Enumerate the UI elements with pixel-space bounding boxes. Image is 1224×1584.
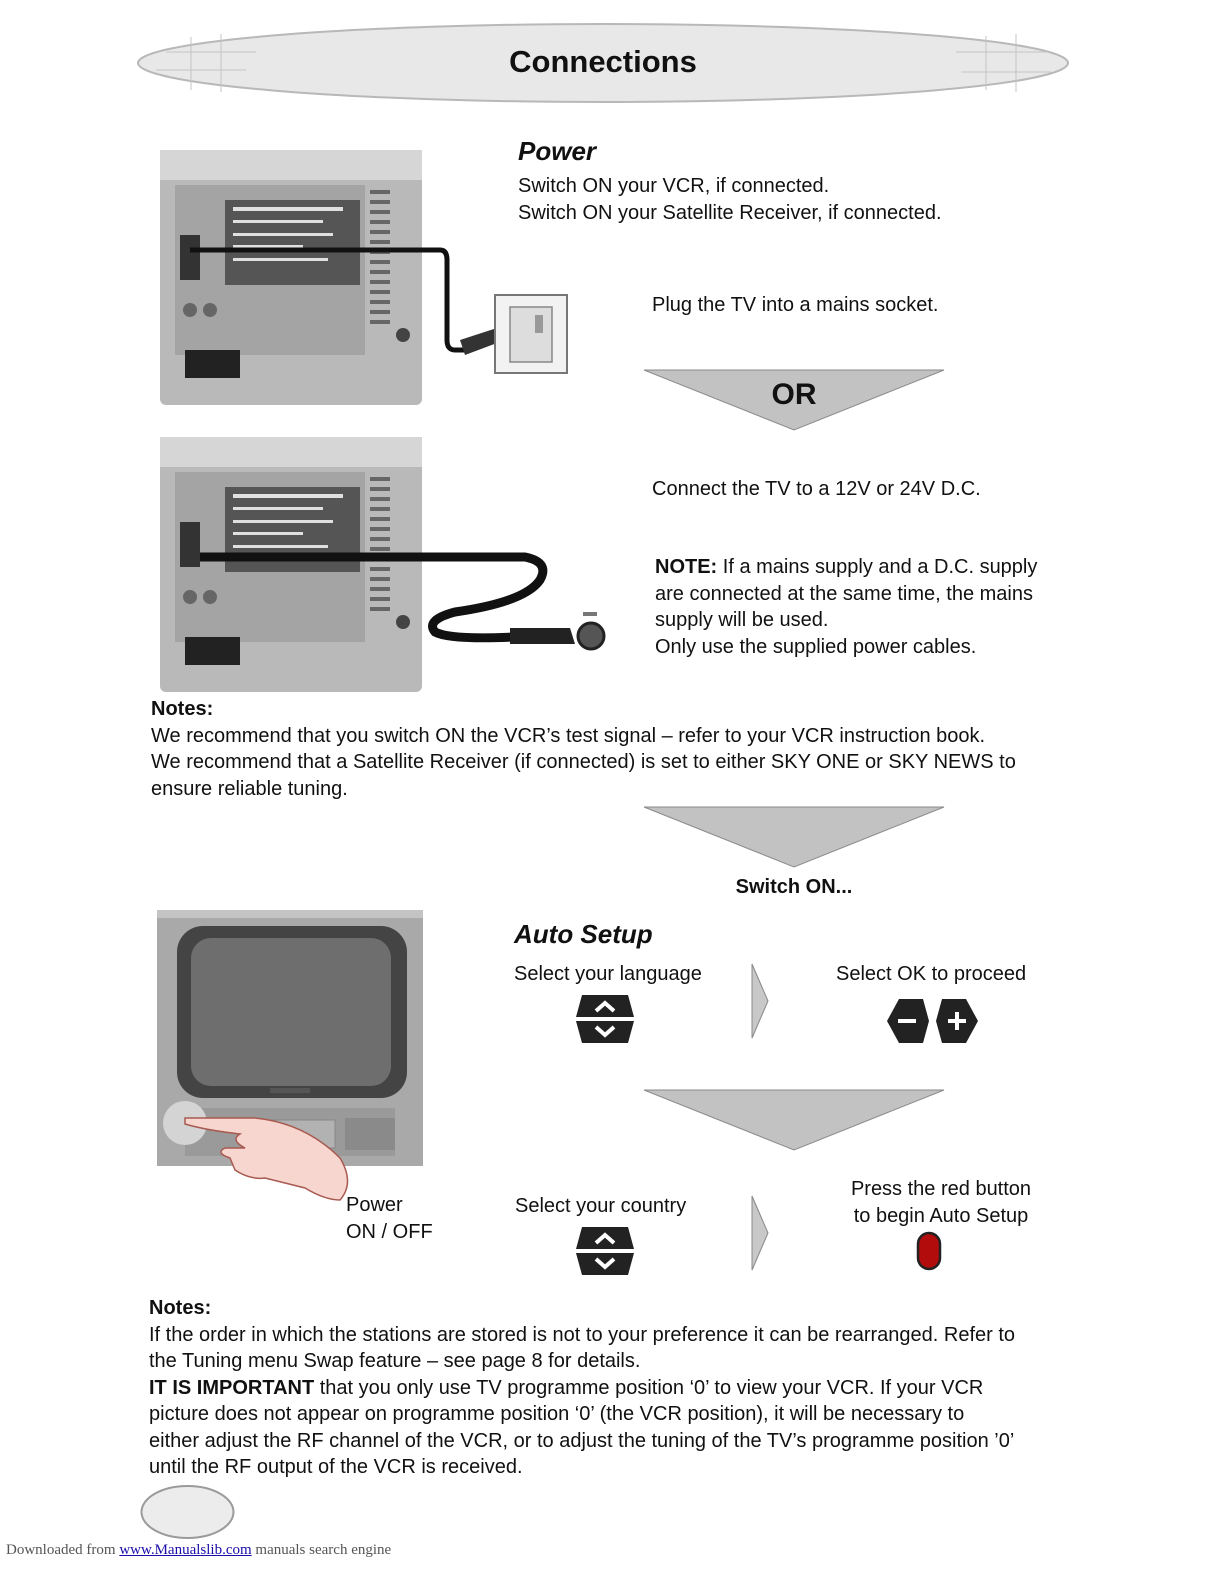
step-arrow: [750, 962, 770, 1040]
red-button-icon: [916, 1231, 942, 1271]
auto-setup-heading: Auto Setup: [514, 919, 653, 949]
down-arrow: [643, 1089, 945, 1151]
switch-on-label: Switch ON...: [735, 876, 853, 898]
power-line: Switch ON your Satellite Receiver, if connected.: [518, 202, 942, 224]
notes-line: that you only use TV programme position ‘0’ to view your VCR. If your VCR: [314, 1376, 984, 1399]
power-heading: Power: [518, 136, 597, 166]
dc-instruction: Connect the TV to a 12V or 24V D.C.: [652, 478, 981, 500]
select-country-label: Select your country: [515, 1195, 687, 1217]
press-red-line: to begin Auto Setup: [853, 1204, 1029, 1227]
press-red-label: [826, 1176, 1056, 1229]
power-label-line: ON / OFF: [346, 1220, 433, 1243]
note-block: [655, 554, 1075, 660]
notes-line: either adjust the RF channel of the VCR, or to adjust the tuning of the TV’s programme position ’0’: [149, 1429, 1015, 1452]
select-ok-label: Select OK to proceed: [836, 963, 1027, 985]
notes-block-1: [151, 696, 1081, 802]
select-language-label: Select your language: [514, 963, 702, 985]
tv-back-mains-image: [155, 145, 575, 407]
note-line: Only use the supplied power cables.: [655, 635, 977, 658]
plus-icon: [936, 999, 978, 1043]
power-label-line: Power: [346, 1194, 403, 1216]
plug-instruction: Plug the TV into a mains socket.: [652, 294, 939, 316]
power-line: Switch ON your VCR, if connected.: [518, 175, 830, 197]
press-red-line: Press the red button: [850, 1178, 1032, 1200]
note-line: If a mains supply and a D.C. supply: [717, 556, 1038, 578]
up-down-arrows-icon: [574, 1225, 636, 1277]
footer-prefix: Downloaded from: [6, 1542, 120, 1558]
notes-line: We recommend that you switch ON the VCR’s test signal – refer to your VCR instruction book.: [151, 724, 986, 747]
notes-line: We recommend that a Satellite Receiver (if connected) is set to either SKY ONE or SKY NEWS to: [151, 751, 1016, 773]
tv-front-image: [155, 908, 430, 1203]
page-number-oval: [139, 1484, 236, 1540]
note-line: are connected at the same time, the mains: [655, 582, 1033, 605]
or-label: OR: [771, 378, 817, 411]
notes-line: picture does not appear on programme position ‘0’ (the VCR position), it will be necessary to: [149, 1403, 965, 1425]
footer-link[interactable]: www.Manualslib.com: [119, 1542, 252, 1558]
step-arrow: [750, 1194, 770, 1272]
note-line: supply will be used.: [655, 609, 829, 631]
footer: [6, 1542, 391, 1559]
minus-icon: [887, 999, 929, 1043]
important-label: IT IS IMPORTANT: [149, 1376, 315, 1399]
notes-label: Notes:: [149, 1297, 212, 1319]
power-label: [346, 1192, 433, 1245]
page-title: Connections: [509, 44, 697, 79]
tv-back-dc-image: [155, 432, 615, 694]
note-label: NOTE:: [655, 556, 718, 578]
down-arrow: [643, 806, 945, 868]
notes-block-2: [149, 1295, 1089, 1481]
notes-line: If the order in which the stations are stored is not to your preference it can be rearranged. Refer to: [149, 1323, 1016, 1346]
notes-line: the Tuning menu Swap feature – see page 8 for details.: [149, 1350, 641, 1372]
notes-line: ensure reliable tuning.: [151, 777, 348, 800]
notes-label: Notes:: [151, 698, 214, 720]
footer-suffix: manuals search engine: [251, 1542, 392, 1558]
notes-line: until the RF output of the VCR is received.: [149, 1456, 523, 1478]
up-down-arrows-icon: [574, 993, 636, 1045]
minus-plus-buttons: [885, 997, 980, 1045]
